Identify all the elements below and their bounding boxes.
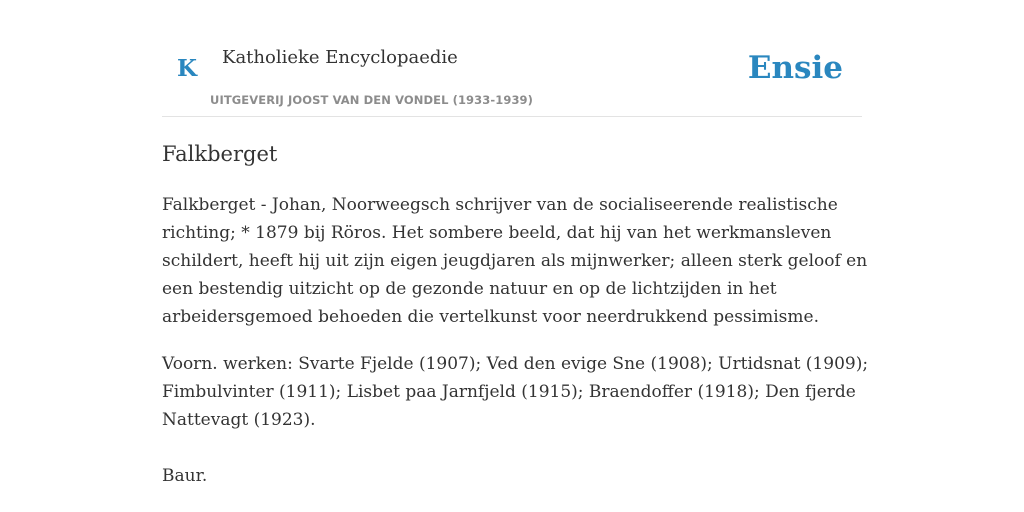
paragraph-line: een bestendig uitzicht op de gezonde natuur en op de lichtzijden in het bbox=[162, 279, 777, 299]
site-title[interactable]: Katholieke Encyclopaedie bbox=[222, 47, 458, 68]
article-paragraph-works bbox=[162, 350, 869, 434]
ensie-brand-logo[interactable]: Ensie bbox=[747, 50, 843, 86]
paragraph-line: Voorn. werken: Svarte Fjelde (1907); Ved den evige Sne (1908); Urtidsnat (1909); bbox=[162, 354, 869, 374]
paragraph-line: Fimbulvinter (1911); Lisbet paa Jarnfjeld (1915); Braendoffer (1918); Den fjerde bbox=[162, 382, 856, 402]
article-title: Falkberget bbox=[162, 142, 278, 166]
article bbox=[162, 138, 869, 490]
article-author: Baur. bbox=[162, 466, 208, 486]
article-paragraph-1 bbox=[162, 191, 868, 331]
paragraph-line: schildert, heeft hij uit zijn eigen jeugdjaren als mijnwerker; alleen sterk geloof en bbox=[162, 251, 868, 271]
paragraph-line: richting; * 1879 bij Röros. Het sombere beeld, dat hij van het werkmansleven bbox=[162, 223, 832, 243]
paragraph-line: arbeidersgemoed behoeden die vertelkunst voor neerdrukkend pessimisme. bbox=[162, 307, 819, 327]
encyclopedia-logo-icon[interactable]: K bbox=[177, 55, 197, 82]
publisher-subtitle: UITGEVERIJ JOOST VAN DEN VONDEL (1933-1939) bbox=[210, 93, 533, 107]
paragraph-line: Falkberget - Johan, Noorweegsch schrijver van de socialiseerende realistische bbox=[162, 195, 838, 215]
header bbox=[162, 36, 862, 117]
paragraph-line: Nattevagt (1923). bbox=[162, 410, 316, 430]
